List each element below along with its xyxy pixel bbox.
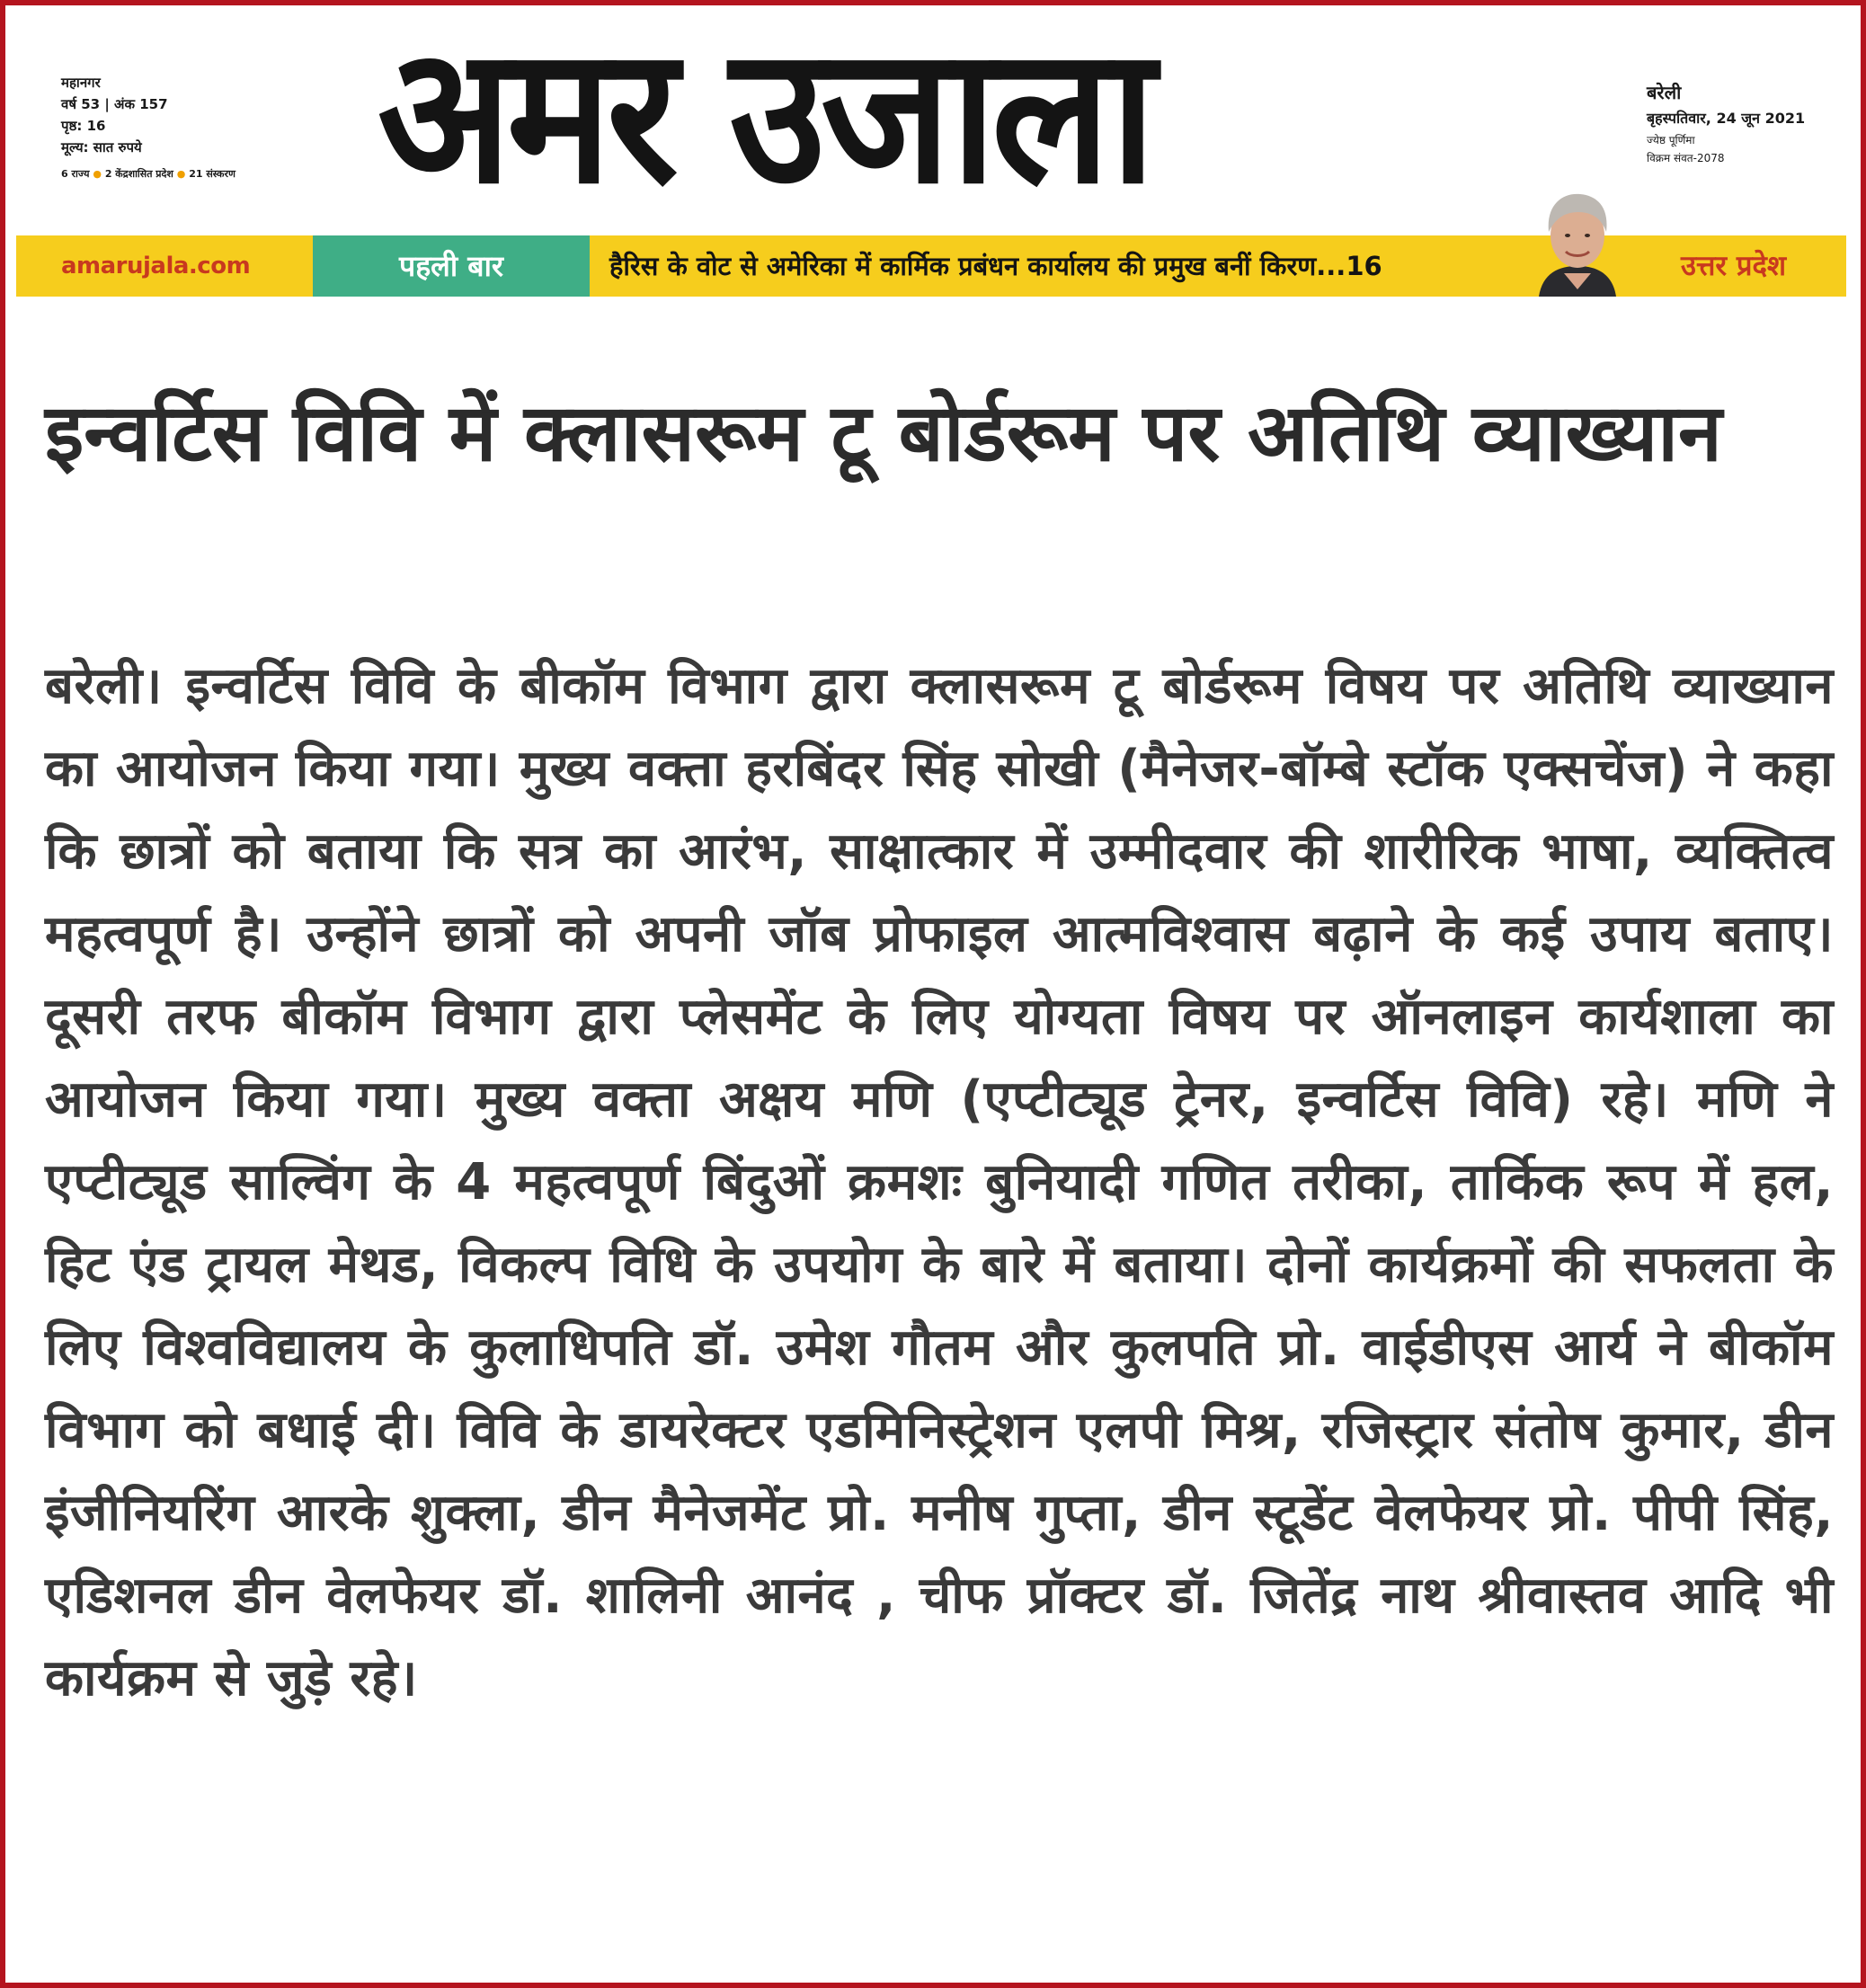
bullet-icon: ● — [176, 168, 186, 180]
coverage-states: 6 राज्य — [61, 168, 90, 180]
masthead-edition-info — [61, 72, 295, 183]
teaser-photo — [1519, 180, 1636, 297]
newspaper-logo: अमर उजाला — [378, 5, 1151, 226]
teaser-headline[interactable]: हैरिस के वोट से अमेरिका में कार्मिक प्रबंधन कार्यालय की प्रमुख बनीं किरण...16 — [609, 251, 1382, 281]
samvat-year: विक्रम संवत-2078 — [1647, 152, 1725, 164]
city-name: बरेली — [1647, 82, 1682, 103]
first-time-tag: पहली बार — [313, 235, 590, 297]
region-label: उत्तर प्रदेश — [1681, 250, 1787, 282]
page-count: पृष्ठ: 16 — [61, 118, 106, 134]
coverage-editions: 21 संस्करण — [189, 168, 235, 180]
article-body: बरेली। इन्वर्टिस विवि के बीकॉम विभाग द्वारा क्लासरूम टू बोर्डरूम विषय पर अतिथि व्याख्यान का आयोजन किया गया। मुख्य वक्ता हरबिंदर सिंह सोखी (मैनेजर-बॉम्बे स्टॉक एक्सचेंज) ने कहा कि छात्रों को बताया कि सत्र का आरंभ, साक्षात्कार में उम्मीदवार की शारीरिक भाषा, व्यक्तित्व महत्वपूर्ण है। उन्होंने छात्रों को अपनी जॉब प्रोफाइल आत्मविश्वास बढ़ाने के कई उपाय बताए। दूसरी तरफ बीकॉम विभाग द्वारा प्लेसमेंट के लिए योग्यता विषय पर ऑनलाइन कार्यशाला का आयोजन किया गया। मुख्य वक्ता अक्षय मणि (एप्टीट्यूड ट्रेनर, इन्वर्टिस विवि) रहे। मणि ने एप्टीट्यूड साल्विंग के 4 महत्वपूर्ण बिंदुओं क्रमशः बुनियादी गणित तरीका, तार्किक रूप में हल, हिट एंड ट्रायल मेथड, विकल्प विधि के उपयोग के बारे में बताया। दोनों कार्यक्रमों की सफलता के लिए विश्वविद्यालय के कुलाधिपति डॉ. उमेश गौतम और कुलपति प्रो. वाईडीएस आर्य ने बीकॉम विभाग को बधाई दी। विवि के डायरेक्टर एडमिनिस्ट्रेशन एलपी मिश्र, रजिस्ट्रार संतोष कुमार, डीन इंजीनियरिंग आरके शुक्ला, डीन मैनेजमेंट प्रो. मनीष गुप्ता, डीन स्टूडेंट वेलफेयर प्रो. पीपी सिंह, एडिशनल डीन वेलफेयर डॉ. शालिनी आनंद , चीफ प्रॉक्टर डॉ. जितेंद्र नाथ श्रीवास्तव आदि भी कार्यक्रम से जुड़े रहे। — [45, 657, 1834, 1708]
issue-date: बृहस्पतिवार, 24 जून 2021 — [1647, 110, 1806, 127]
lunar-date: ज्येष्ठ पूर्णिमा — [1647, 134, 1695, 146]
coverage-uts: 2 केंद्रशासित प्रदेश — [104, 168, 173, 180]
volume-issue: वर्ष 53 | अंक 157 — [61, 96, 168, 112]
masthead-date-info — [1647, 79, 1844, 167]
portrait-image — [1519, 180, 1636, 297]
edition-label: महानगर — [61, 75, 101, 91]
price: मूल्य: सात रुपये — [61, 139, 142, 155]
article-title: इन्वर्टिस विवि में क्लासरूम टू बोर्डरूम पर अतिथि व्याख्यान — [45, 386, 1722, 479]
bullet-icon: ● — [93, 168, 102, 180]
coverage-line — [61, 165, 295, 183]
website-link[interactable]: amarujala.com — [61, 253, 251, 280]
